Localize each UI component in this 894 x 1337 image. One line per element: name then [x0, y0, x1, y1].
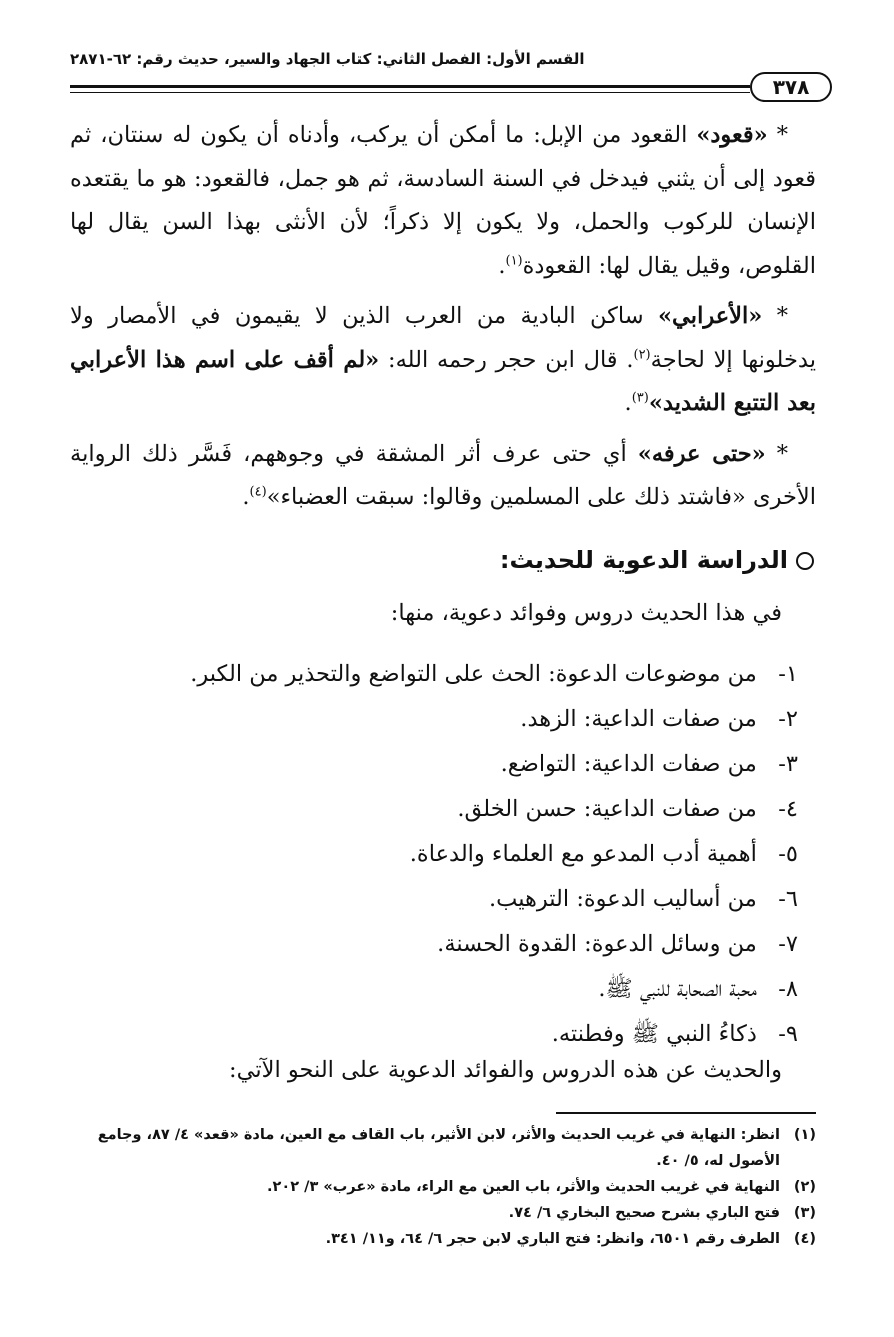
star-marker: * — [776, 440, 788, 467]
list-item: ٧- من وسائل الدعوة: القدوة الحسنة. — [437, 931, 798, 957]
star-marker: * — [776, 303, 788, 329]
list-item: ٥- أهمية أدب المدعو مع العلماء والدعاة. — [409, 841, 798, 867]
list-item: ٨- محبة الصحابة للنبي ﷺ. — [598, 976, 798, 1002]
list-item: ٣- من صفات الداعية: التواضع. — [500, 751, 798, 777]
definition-hatta-arafahu: أي حتى عرف أثر المشقة في وجوههم، فَسَّر ذلك الرواية الأخرى «فاشتد ذلك على المسلمين وقالوا: سبقت العضباء» — [70, 440, 816, 510]
footnote: (١) انظر: النهاية في غريب الحديث والأثر، لابن الأثير، باب القاف مع العين، مادة «قعد» ٤/ ٨٧، وجامع الأصول له، ٥/ ٤٠. — [97, 1127, 816, 1169]
circle-bullet-icon — [796, 552, 814, 570]
lessons-intro: في هذا الحديث دروس وفوائد دعوية، منها: — [390, 600, 782, 626]
footnote: (٢) النهاية في غريب الحديث والأثر، باب العين مع الراء، مادة «عرب» ٣/ ٢٠٢. — [267, 1179, 816, 1195]
paragraph-arabi: * «الأعرابي» ساكن البادية من العرب الذين لا يقيمون في الأمصار ولا يدخلونها إلا لحاجة$^{(٢)}$. قال ابن حجر رحمه الله: «لم أقف على اسم هذا الأعرابي بعد التتبع الشديد»$^{(٣)}$. — [70, 303, 816, 416]
list-item: ٢- من صفات الداعية: الزهد. — [520, 706, 798, 732]
list-item: ٩- ذكاءُ النبي ﷺ وفطنته. — [551, 1021, 798, 1047]
header-rule-thin — [70, 92, 750, 93]
footnote-ref-3[interactable]: (٣) — [631, 390, 649, 406]
quote-ibn-hajar: «لم أقف على اسم هذا الأعرابي بعد التتبع الشديد» — [70, 346, 816, 416]
paragraph-qaud: * «قعود» القعود من الإبل: ما أمكن أن يركب، وأدناه أن يكون له سنتان، ثم قعود إلى أن يثني فيدخل في السنة السادسة، ثم هو جمل، فالقعود: هو ما يقتعده الإنسان للركوب والحمل، ولا يكون إلا ذكراً؛ لأن الأنثى بهذا السن يقال لها القلوص، وقيل يقال لها: القعودة$^{(١)}$. — [70, 122, 816, 279]
main-body — [70, 114, 816, 527]
term-hatta-arafahu: «حتى عرفه» — [637, 440, 766, 467]
lessons-list — [70, 652, 798, 1057]
list-item: ٦- من أساليب الدعوة: الترهيب. — [488, 886, 798, 912]
term-arabi: «الأعرابي» — [657, 303, 763, 329]
footnote-ref-1[interactable]: (١) — [505, 253, 523, 268]
list-item: ٤- من صفات الداعية: حسن الخلق. — [457, 796, 798, 822]
section-heading — [70, 546, 814, 574]
closing-line: والحديث عن هذه الدروس والفوائد الدعوية على النحو الآتي: — [229, 1057, 782, 1083]
star-marker: * — [776, 122, 788, 148]
footnote-ref-2[interactable]: (٢) — [633, 347, 651, 362]
definition-arabi: ساكن البادية من العرب الذين لا يقيمون في الأمصار ولا يدخلونها إلا لحاجة — [70, 303, 816, 373]
footnote-ref-4[interactable]: (٤) — [249, 484, 267, 500]
footnote: (٣) فتح الباري بشرح صحيح البخاري ٦/ ٧٤. — [508, 1205, 816, 1221]
section-heading-text: الدراسة الدعوية للحديث: — [499, 546, 788, 574]
paragraph-hatta-arafahu: * «حتى عرفه» أي حتى عرف أثر المشقة في وجوههم، فَسَّر ذلك الرواية الأخرى «فاشتد ذلك على المسلمين وقالوا: سبقت العضباء»$^{(٤)}$. — [70, 440, 816, 510]
footnote-separator — [556, 1112, 816, 1114]
list-item: ١- من موضوعات الدعوة: الحث على التواضع والتحذير من الكبر. — [190, 661, 798, 687]
footnotes — [70, 1122, 816, 1252]
running-header: القسم الأول: الفصل الثاني: كتاب الجهاد والسير، حديث رقم: ٦٢-٢٨٧١ — [70, 50, 585, 68]
page-number: ٣٧٨ — [750, 72, 832, 102]
definition-qaud: القعود من الإبل: ما أمكن أن يركب، وأدناه أن يكون له سنتان، ثم قعود إلى أن يثني فيدخل في السنة السادسة، ثم هو جمل، فالقعود: هو ما يقتعده الإنسان للركوب والحمل، ولا يكون إلا ذكراً؛ لأن الأنثى بهذا السن يقال لها القلوص، وقيل يقال لها: القعودة — [70, 122, 816, 279]
term-qaud: «قعود» — [696, 122, 768, 148]
header-rule-thick — [70, 85, 750, 88]
footnote: (٤) الطرف رقم ٦٥٠١، وانظر: فتح الباري لابن حجر ٦/ ٦٤، و١١/ ٣٤١. — [325, 1231, 816, 1247]
